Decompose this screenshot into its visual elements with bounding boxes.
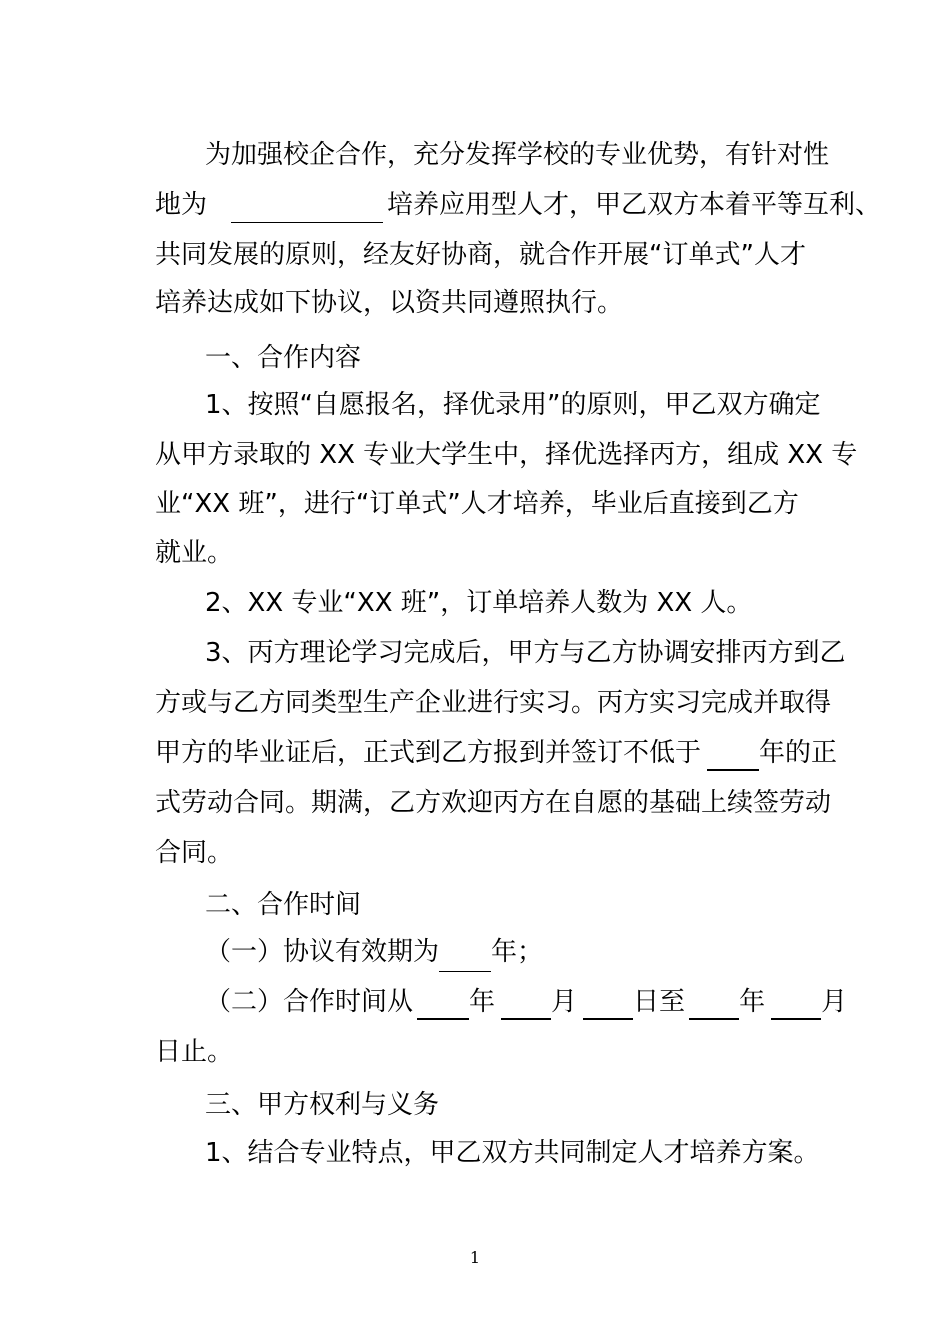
fill-blank-end-month[interactable] [771,986,821,1020]
fill-blank-contract-years[interactable] [707,737,759,771]
paragraph-intro-line-4: 培养达成如下协议，以资共同遵照执行。 [155,288,624,318]
time-item-1 [205,932,543,972]
fill-blank-validity-years[interactable] [439,939,491,972]
text-segment: 年 [739,987,766,1017]
item-1-line-3: 业“XX 班”，进行“订单式”人才培养，毕业后直接到乙方 [155,489,799,519]
item-1-line-1: 1、按照“自愿报名，择优录用”的原则，甲乙双方确定 [205,390,821,420]
time-item-2 [205,982,847,1022]
text-segment: 月 [821,987,848,1017]
item-3-line-5: 合同。 [155,838,234,868]
section-heading-cooperation-content: 一、合作内容 [205,343,362,373]
text-segment: 年的正 [759,738,838,768]
item-3-line-3 [155,733,837,773]
paragraph-intro-line-2 [155,185,881,225]
party-a-item-1: 1、结合专业特点，甲乙双方共同制定人才培养方案。 [205,1138,820,1168]
text-segment: （一）协议有效期为 [205,937,440,967]
text-segment: 年； [491,937,544,967]
item-3-line-2: 方或与乙方同类型生产企业进行实习。丙方实习完成并取得 [155,688,832,718]
time-item-2-end: 日止。 [155,1037,234,1067]
fill-blank-start-day[interactable] [583,986,633,1020]
text-segment: （二）合作时间从 [205,987,414,1017]
fill-blank-school-name[interactable] [231,190,383,223]
fill-blank-start-month[interactable] [501,986,551,1020]
section-heading-party-a-rights: 三、甲方权利与义务 [205,1090,440,1120]
section-heading-cooperation-time: 二、合作时间 [205,890,362,920]
text-segment: 日至 [633,987,686,1017]
fill-blank-start-year[interactable] [417,986,469,1020]
page-number: 1 [469,1248,481,1267]
item-1-line-2: 从甲方录取的 XX 专业大学生中，择优选择丙方，组成 XX 专 [155,440,858,470]
item-2: 2、XX 专业“XX 班”，订单培养人数为 XX 人。 [205,588,753,618]
text-segment: 月 [551,987,578,1017]
text-segment: 地为 [155,190,208,220]
text-segment: 年 [469,987,496,1017]
item-1-line-4: 就业。 [155,538,234,568]
item-3-line-4: 式劳动合同。期满，乙方欢迎丙方在自愿的基础上续签劳动 [155,788,832,818]
fill-blank-end-year[interactable] [689,986,739,1020]
text-segment: 甲方的毕业证后，正式到乙方报到并签订不低于 [155,738,702,768]
text-segment: 培养应用型人才，甲乙双方本着平等互利、 [387,190,882,220]
paragraph-intro-line-3: 共同发展的原则，经友好协商，就合作开展“订单式”人才 [155,240,806,270]
item-3-line-1: 3、丙方理论学习完成后，甲方与乙方协调安排丙方到乙 [205,638,846,668]
paragraph-intro-line-1: 为加强校企合作，充分发挥学校的专业优势，有针对性 [205,140,830,170]
